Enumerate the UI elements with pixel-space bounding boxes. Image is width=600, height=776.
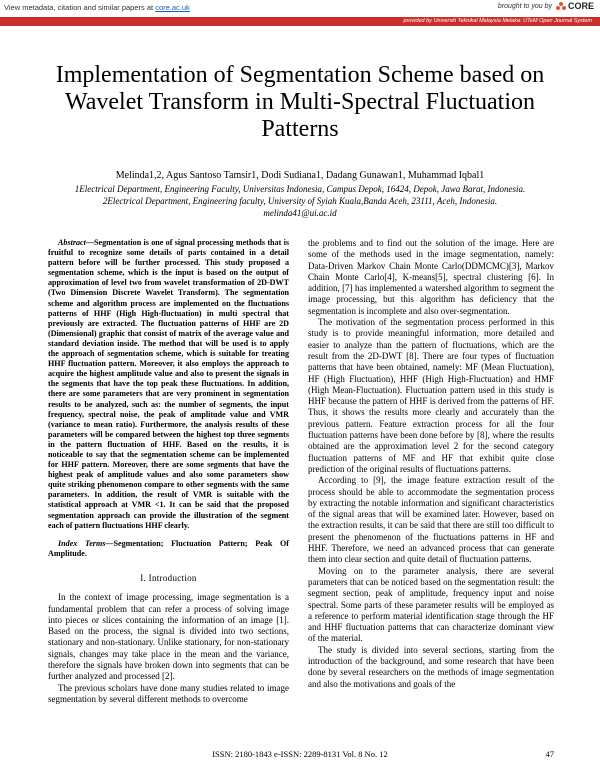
view-metadata-label: View metadata, citation and similar papers at [4, 3, 156, 12]
right-column [308, 238, 554, 690]
authors: Melinda1,2, Agus Santoso Tamsir1, Dodi Sudiana1, Dadang Gunawan1, Muhammad Iqbal1 [115, 170, 485, 181]
author-email: melinda41@ui.ac.id [263, 208, 337, 218]
paragraph: In the context of image processing, image segmentation is a fundamental problem that can refer a process of solving image into pieces or slices containing the information of an image [1]. Based on the process, the signal is divided into two sections, stationary and non-stationary. Unlike stationary, for non-stationary signals, changes may take place in the mean and the variance, therefore the signals have broken down into segments that can be further analyzed and processed [2]. [48, 592, 289, 682]
left-column [48, 238, 289, 705]
provided-by-bar [0, 17, 600, 26]
index-terms-lead: Index Terms [58, 538, 106, 548]
paper-title: Implementation of Segmentation Scheme based on Wavelet Transform in Multi-Spectral Fluctuation Patterns [55, 62, 545, 142]
abstract-text: —Segmentation is one of signal processing methods that is fruitful to recognize some details of parts contained in a detail pattern before will be further processed. This study proposed a segmentation scheme, which is the input is based on the output of approximation of level two from wavelet transformation of 2D-DWT (Two Dimension Discrete Wavelet Transform). The segmentation scheme and algorithm process are implemented on the fluctuations patterns of HHF (High High-fluctuation) in multi spectral that previously are extracted. The fluctuation patterns of HHF are 2D (Dimensional) graphic that consist of matrix of the average value and standard deviation inside. The method that will be used is to apply the approach of segmentation scheme, which is suitable for treating HHF fluctuation pattern. Moreover, it also employs the approach to acquire the highest amplitude value and also to present the signals in the segments that have the top peak these fluctuations. In addition, there are some parameters that are very prominent in segmentation results to be analyzed, such as: the number of segments, the input frequency, spectral noise, the peak of amplitude value and VMR (variance to mean ratio). Furthermore, the analysis results of these parameters will be compared between the highest top three segments in the pattern fluctuation of HHF. Based on the results, it is noticeable to say that the segmentation scheme can be implemented for HHF pattern. Moreover, there are some segments that have the highest peak of amplitude values and also some parameters show quite striking phenomenon compare to other segments with the same parameters. In addition, the result of VMR is suitable with the statistical approach at VMR <1. It can be said that the proposed segmentation approach can provide the illustration of the segment each of pattern fluctuations HHF clearly. [48, 238, 289, 530]
index-terms-text: —Segmentation; Fluctuation Pattern; Peak Of Amplitude. [48, 538, 289, 558]
section-heading-introduction: I. Introduction [140, 572, 197, 583]
abstract-lead: Abstract [58, 238, 86, 247]
paragraph: The previous scholars have done many studies related to image segmentation by several different methods to overcome [48, 682, 289, 704]
core-top-bar [0, 0, 600, 16]
core-logo-icon [556, 1, 566, 11]
core-logo-text: CORE [567, 1, 594, 11]
affiliation-2: 2Electrical Department, Engineering faculty, University of Syiah Kuala,Banda Aceh, 23111, Aceh, Indonesia. [102, 196, 498, 206]
affiliation-1: 1Electrical Department, Engineering Faculty, Universitas Indonesia, Campus Depok, 16424, Depok, Jawa Barat, Indonesia. [74, 184, 526, 194]
index-terms [48, 539, 289, 559]
view-metadata-text [4, 3, 190, 12]
paragraph: According to [9], the image feature extraction result of the process should be able to accommodate the segmentation process by extracting the notable information and significant characteristics of the signal areas that will be examined later. However, based on the extraction results, it can be said that there are still too difficult to present the phenomenon of the fluctuations patterns in HF and HHF. Therefore, we need an advanced process that can generate them into clear section and quite detail of fluctuation patterns. [308, 475, 554, 565]
paragraph: The study is divided into several sections, starting from the introduction of the background, and some research that have been done by several researchers on the methods of image segmentation and also the motivations and goals of the [308, 644, 554, 689]
paragraph: The motivation of the segmentation process performed in this study is to provide meaningful information, more detailed and easier to analyze than the pattern of fluctuations, which are the result from the 2D-DWT [8]. There are four types of fluctuation patterns that have been obtained, namely: MF (Mean Fluctuation), HF (High Fluctuation), HHF (High High-Fluctuation) and HMF (High Mean-Fluctuation). Fluctuation pattern used in this study is HHF because the pattern of HHF is derived from the patterns of HF. Thus, it shows the results more clearly and accurately than the previous pattern. Feature extraction process for all the four fluctuation patterns have been done before by [8], where the results obtained are the approximation level 2 for the second category fluctuation patterns of MF and HF that exhibit quite close prediction of the original results of fluctuations patterns. [308, 317, 554, 474]
core-link[interactable]: core.ac.uk [155, 3, 190, 12]
brought-by [498, 1, 594, 11]
abstract [48, 238, 289, 531]
core-logo[interactable] [556, 1, 594, 11]
journal-footer: ISSN: 2180-1843 e-ISSN: 2289-8131 Vol. 8 No. 12 [212, 749, 388, 759]
provided-by-text: provided by Universiti Teknikal Malaysia Melaka: UTeM Open Journal System [403, 18, 592, 24]
page-number: 47 [545, 749, 554, 759]
paragraph: the problems and to find out the solution of the image. Here are some of the methods used in the image segmentation, namely: Data-Driven Markov Chain Monte Carlo(DDMCMC)[3], Markov Chain Monte Carlo[4], K-means[5], spectral clustering [6]. In addition, [7] has implemented a watershed algorithm to segment the image processing, but this algorithm has deficiency that the segmentation is incomplete and also over-segmentation. [308, 238, 554, 316]
brought-by-label: brought to you by [497, 2, 552, 10]
paragraph: Moving on to the parameter analysis, there are several parameters that can be noticed based on the segmentation result: the segment section, peak of amplitude, frequency input and noise spectral. Some parts of these parameter results will be employed as a reference to perform material identification stage through the HF and HHF fluctuation patterns that can characterize dominant view of the material. [308, 565, 554, 644]
